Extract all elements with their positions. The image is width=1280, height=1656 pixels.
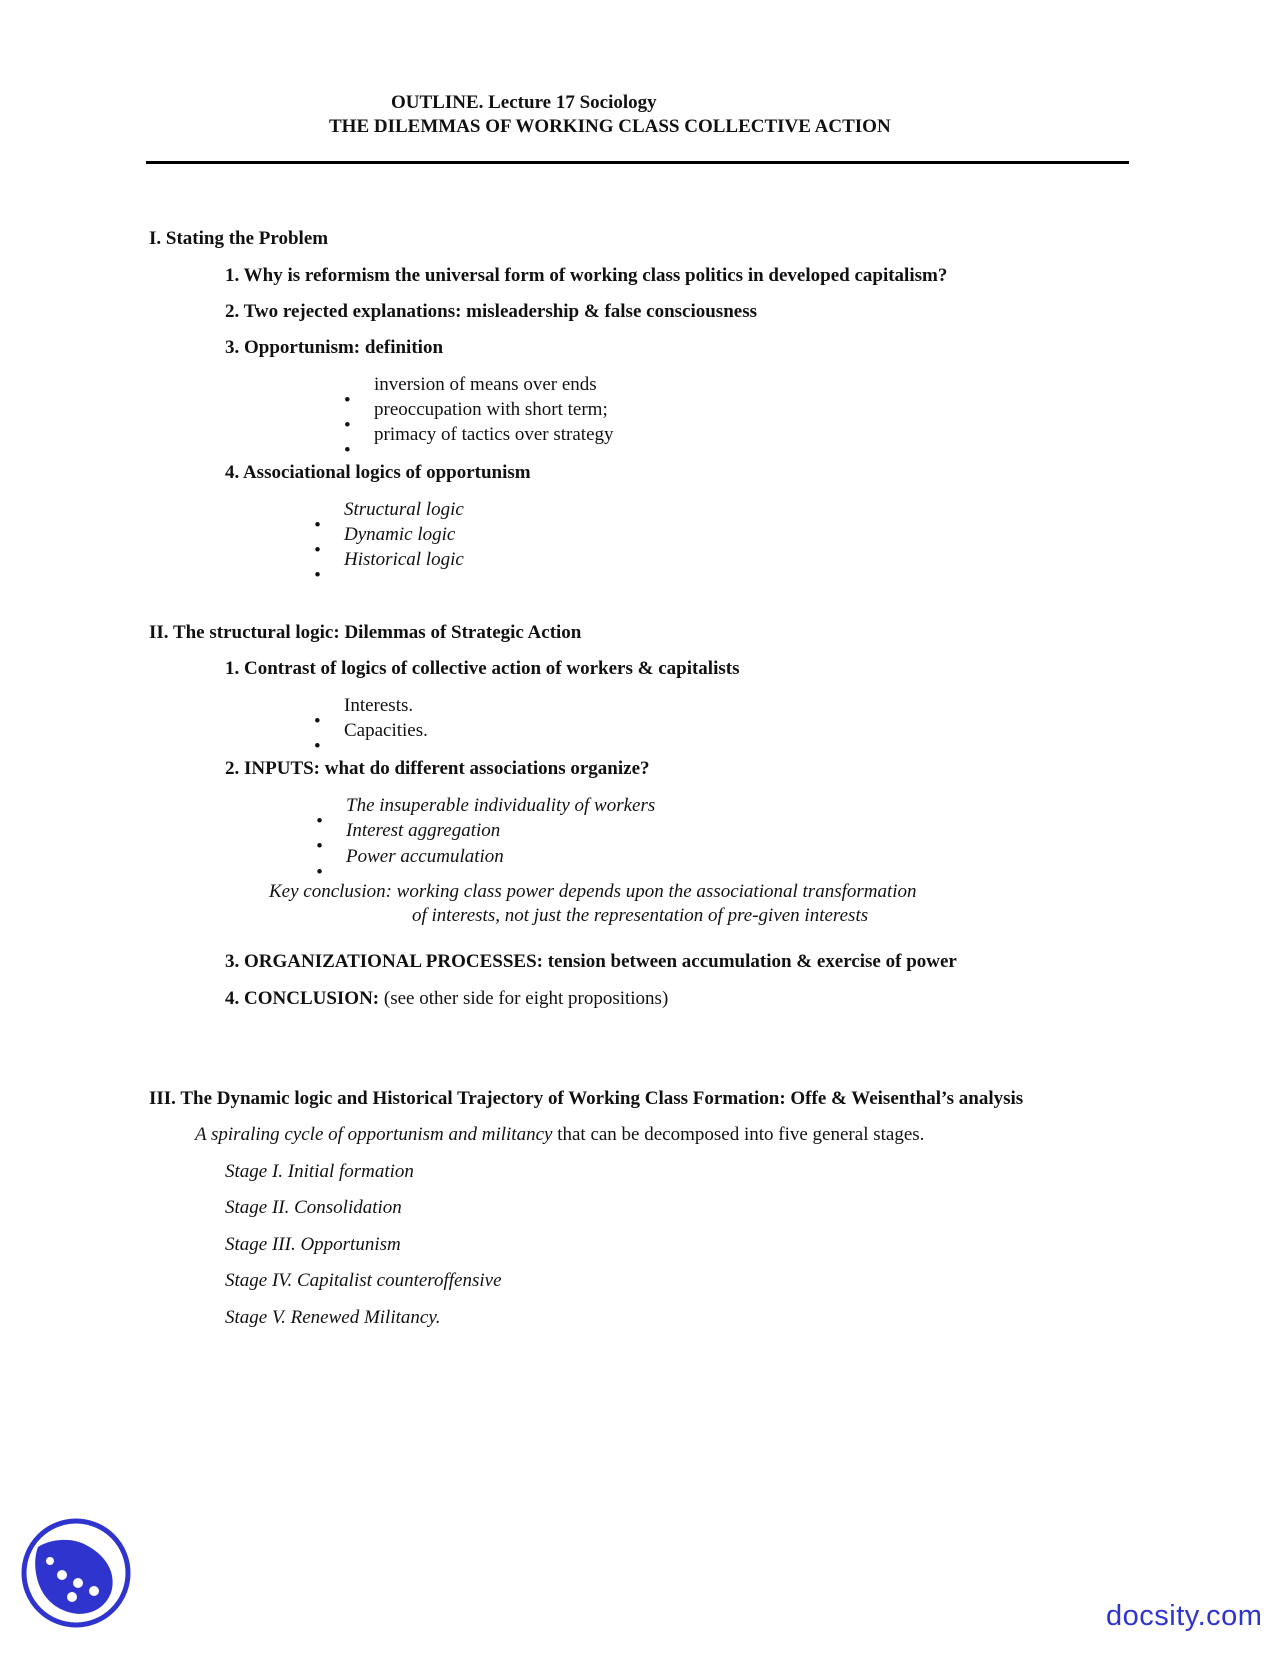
list-item: Interest aggregation <box>346 820 501 841</box>
list-item: Historical logic <box>344 549 464 570</box>
section-1-item-3: 3. Opportunism: definition <box>225 337 444 358</box>
section-3-heading: III. The Dynamic logic and Historical Trajectory of Working Class Formation: Offe & Weisenthal’s analysis <box>149 1088 1024 1109</box>
stage-4: Stage IV. Capitalist counteroffensive <box>225 1270 502 1291</box>
list-item: preoccupation with short term; <box>374 399 608 420</box>
docsity-watermark: docsity.com <box>1106 1600 1263 1632</box>
stage-2: Stage II. Consolidation <box>225 1197 402 1218</box>
list-item: inversion of means over ends <box>374 374 597 395</box>
section-2-item-4: 4. CONCLUSION: (see other side for eight propositions) <box>225 988 669 1009</box>
doc-title-line2: THE DILEMMAS OF WORKING CLASS COLLECTIVE ACTION <box>329 116 891 137</box>
list-item: Dynamic logic <box>344 524 456 545</box>
header-divider <box>146 161 1129 164</box>
list-item: Interests. <box>344 695 414 716</box>
section-1-item-2: 2. Two rejected explanations: misleadership & false consciousness <box>225 301 757 322</box>
section-1-item-1: 1. Why is reformism the universal form of working class politics in developed capitalism? <box>225 265 948 286</box>
section-2-heading: II. The structural logic: Dilemmas of Strategic Action <box>149 622 582 643</box>
docsity-logo-icon <box>20 1517 132 1629</box>
section-2-item-3: 3. ORGANIZATIONAL PROCESSES: tension between accumulation & exercise of power <box>225 951 957 972</box>
key-conclusion-line-1: Key conclusion: working class power depends upon the associational transformation <box>269 881 917 902</box>
list-item: primacy of tactics over strategy <box>374 424 614 445</box>
section-2-item-2: 2. INPUTS: what do different associations organize? <box>225 758 650 779</box>
stage-3: Stage III. Opportunism <box>225 1234 401 1255</box>
list-item: Capacities. <box>344 720 428 741</box>
section-2-item-1: 1. Contrast of logics of collective action of workers & capitalists <box>225 658 740 679</box>
section-3-intro: A spiraling cycle of opportunism and militancy that can be decomposed into five general stages. <box>195 1124 925 1145</box>
stage-5: Stage V. Renewed Militancy. <box>225 1307 441 1328</box>
list-item: Power accumulation <box>346 846 504 867</box>
key-conclusion-line-2: of interests, not just the representation of pre-given interests <box>412 905 869 926</box>
section-1-heading: I. Stating the Problem <box>149 228 329 249</box>
list-item: Structural logic <box>344 499 464 520</box>
list-item: The insuperable individuality of workers <box>346 795 656 816</box>
doc-title-line1: OUTLINE. Lecture 17 Sociology <box>391 92 657 113</box>
stage-1: Stage I. Initial formation <box>225 1161 414 1182</box>
section-1-item-4: 4. Associational logics of opportunism <box>225 462 531 483</box>
